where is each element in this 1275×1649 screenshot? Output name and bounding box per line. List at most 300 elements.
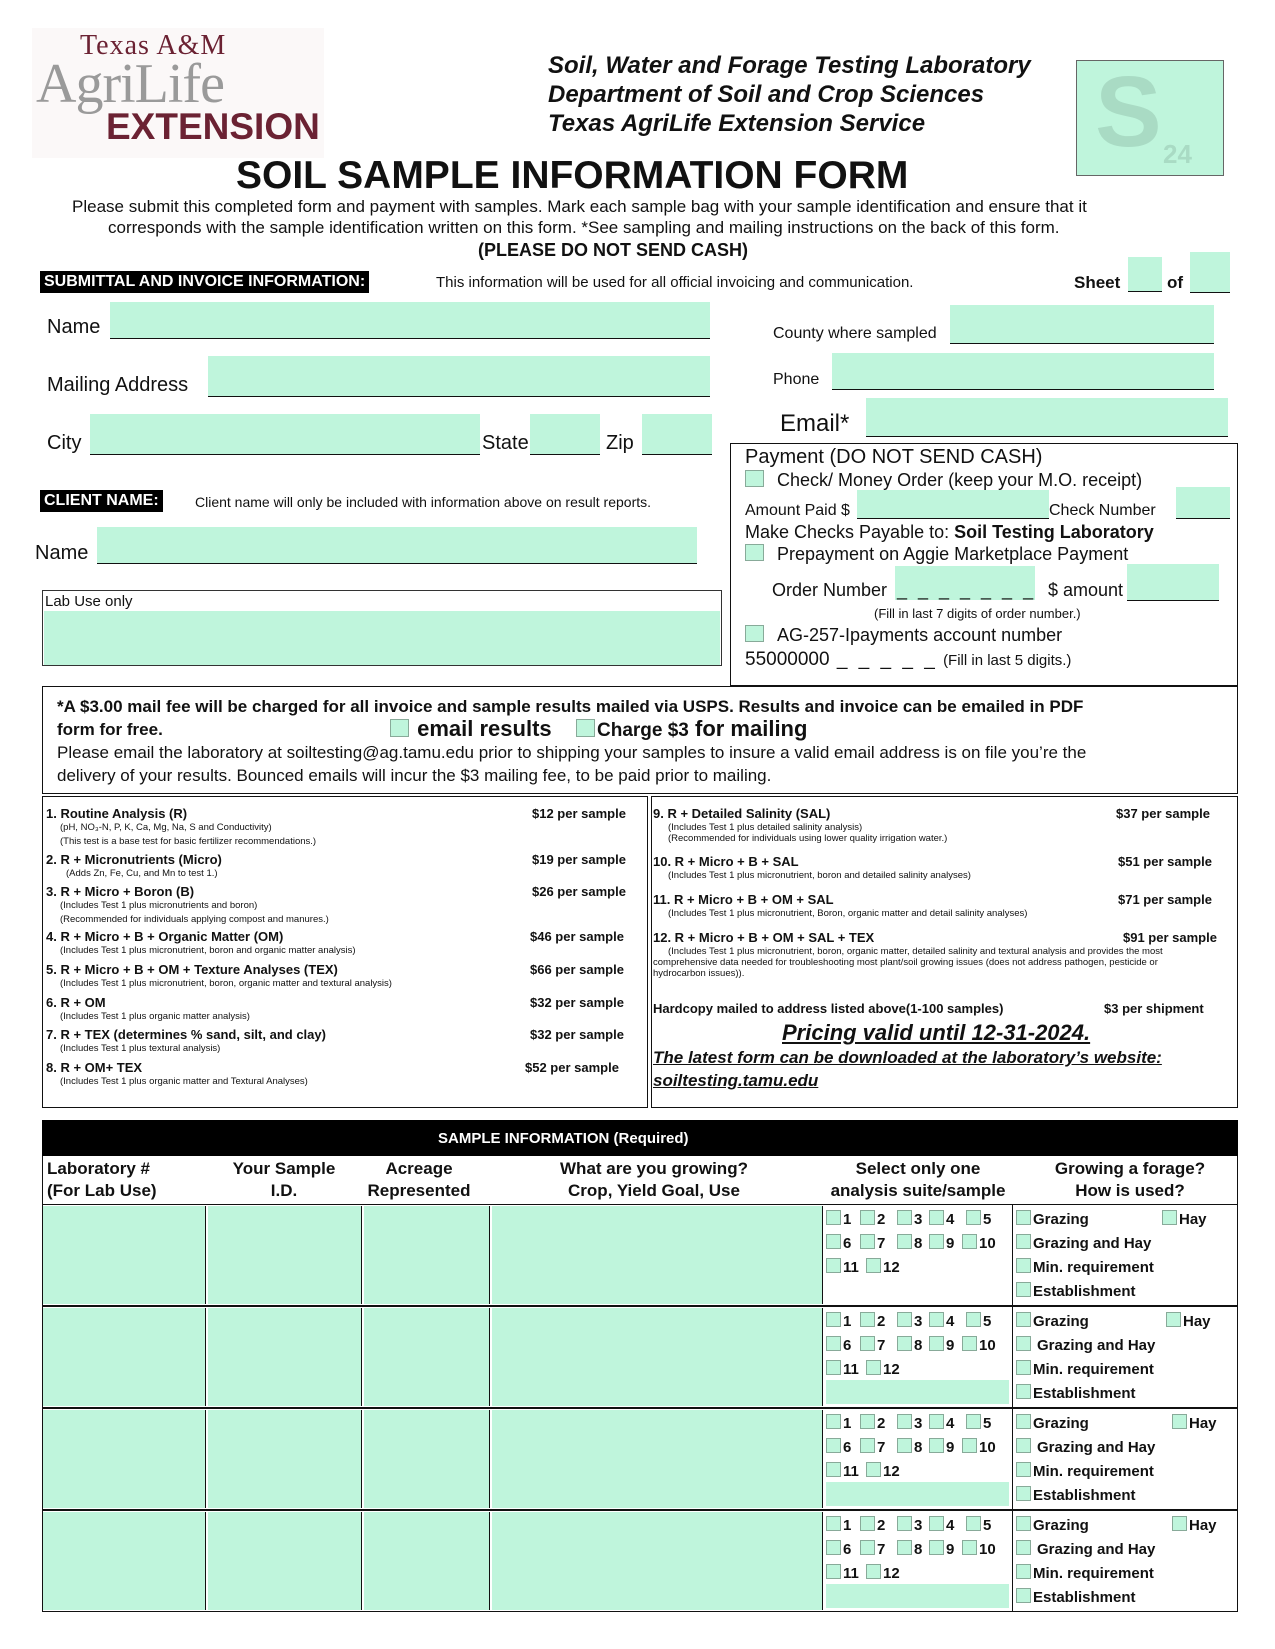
city-input[interactable] bbox=[90, 414, 480, 455]
suite-checkbox[interactable] bbox=[860, 1336, 875, 1351]
suite-option[interactable] bbox=[962, 1438, 996, 1456]
prepay-option bbox=[745, 544, 1128, 565]
suite-option[interactable] bbox=[962, 1234, 996, 1252]
badge-letter: S bbox=[1095, 56, 1162, 168]
forage-min-requirement-checkbox[interactable] bbox=[1016, 1360, 1031, 1375]
suite-option[interactable] bbox=[929, 1336, 954, 1354]
email-input[interactable] bbox=[866, 398, 1228, 437]
test-price: $52 per sample bbox=[525, 1060, 619, 1075]
suite-option-label: 12 bbox=[883, 1259, 900, 1276]
forage-grazing-and-hay-checkbox[interactable] bbox=[1016, 1336, 1031, 1351]
col-suite-header bbox=[820, 1158, 1016, 1202]
suite-checkbox[interactable] bbox=[897, 1414, 912, 1429]
suite-option-label: 8 bbox=[914, 1337, 923, 1354]
test-note: (Includes Test 1 plus micronutrient, boron and detailed salinity analyses) bbox=[668, 870, 971, 881]
suite-option-label: 1 bbox=[843, 1313, 852, 1330]
no-cash-notice: (PLEASE DO NOT SEND CASH) bbox=[478, 240, 749, 260]
suite-checkbox[interactable] bbox=[860, 1414, 875, 1429]
forage-hay[interactable] bbox=[1166, 1312, 1211, 1330]
acreage-cell[interactable] bbox=[364, 1410, 490, 1508]
test-price: $46 per sample bbox=[530, 929, 624, 944]
suite-checkbox[interactable] bbox=[860, 1438, 875, 1453]
forage-hay[interactable] bbox=[1162, 1210, 1207, 1228]
suite-checkbox[interactable] bbox=[897, 1438, 912, 1453]
growing-cell[interactable] bbox=[492, 1512, 823, 1610]
ag-payments-checkbox[interactable] bbox=[745, 625, 764, 642]
suite-checkbox[interactable] bbox=[897, 1234, 912, 1249]
suite-option[interactable] bbox=[929, 1234, 954, 1252]
suite-option[interactable] bbox=[966, 1312, 991, 1330]
col-lab-number-header bbox=[47, 1158, 157, 1202]
forage-min-requirement[interactable] bbox=[1016, 1564, 1154, 1582]
department: Department of Soil and Crop Sciences bbox=[548, 81, 985, 108]
forage-grazing-and-hay[interactable] bbox=[1016, 1336, 1155, 1354]
sample-id-cell[interactable] bbox=[208, 1512, 362, 1610]
suite-checkbox[interactable] bbox=[897, 1210, 912, 1225]
test-note: (pH, NO₃-N, P, K, Ca, Mg, Na, S and Conductivity) bbox=[60, 822, 272, 833]
logo-line3: EXTENSION bbox=[106, 106, 320, 147]
lab-number-cell bbox=[43, 1410, 206, 1508]
suite-option[interactable] bbox=[866, 1360, 900, 1378]
suite-option-label: 4 bbox=[946, 1313, 955, 1330]
suite-checkbox[interactable] bbox=[826, 1210, 841, 1225]
suite-option-label: 9 bbox=[946, 1541, 955, 1558]
sheet-total-input[interactable] bbox=[1190, 252, 1230, 293]
forage-hay-checkbox[interactable] bbox=[1172, 1414, 1187, 1429]
amount-paid-input[interactable] bbox=[857, 490, 1049, 519]
account-line bbox=[745, 649, 1071, 671]
acreage-cell[interactable] bbox=[364, 1206, 490, 1304]
test-price: $32 per sample bbox=[530, 1027, 624, 1042]
forage-grazing-label: Grazing bbox=[1033, 1517, 1089, 1534]
suite-option[interactable] bbox=[897, 1210, 922, 1228]
sample-id-cell[interactable] bbox=[208, 1410, 362, 1508]
col-sample-id-line1: Your Sample bbox=[232, 1159, 336, 1178]
forage-grazing-label: Grazing bbox=[1033, 1415, 1089, 1432]
state-input[interactable] bbox=[530, 414, 600, 455]
suite-checkbox[interactable] bbox=[860, 1312, 875, 1327]
suite-checkbox[interactable] bbox=[826, 1462, 841, 1477]
form-title: SOIL SAMPLE INFORMATION FORM bbox=[236, 154, 909, 197]
suite-option-label: 3 bbox=[914, 1415, 923, 1432]
suite-checkbox[interactable] bbox=[826, 1336, 841, 1351]
prepay-checkbox[interactable] bbox=[745, 544, 764, 561]
suite-option-label: 3 bbox=[914, 1517, 923, 1534]
suite-checkbox[interactable] bbox=[962, 1438, 977, 1453]
website-link[interactable]: soiltesting.tamu.edu bbox=[653, 1071, 819, 1090]
forage-hay-checkbox[interactable] bbox=[1162, 1210, 1177, 1225]
payment-title: Payment (DO NOT SEND CASH) bbox=[745, 446, 1043, 468]
test-name: 11. R + Micro + B + OM + SAL bbox=[653, 892, 834, 907]
suite-checkbox[interactable] bbox=[866, 1462, 881, 1477]
suite-checkbox[interactable] bbox=[826, 1234, 841, 1249]
check-option-label: Check/ Money Order (keep your M.O. receipt) bbox=[777, 470, 1143, 490]
suite-checkbox[interactable] bbox=[962, 1336, 977, 1351]
state-label: State bbox=[482, 432, 529, 454]
sheet-label: Sheet bbox=[1074, 273, 1121, 292]
suite-option[interactable] bbox=[966, 1516, 991, 1534]
suite-option[interactable] bbox=[826, 1438, 851, 1456]
forage-grazing-label: Grazing bbox=[1033, 1211, 1089, 1228]
test-note: (This test is a base test for basic fertilizer recommendations.) bbox=[60, 836, 317, 847]
city-label: City bbox=[47, 432, 82, 454]
check-number-input[interactable] bbox=[1176, 487, 1230, 519]
col-growing-header bbox=[500, 1158, 808, 1202]
suite-option[interactable] bbox=[860, 1234, 885, 1252]
suite-option[interactable] bbox=[826, 1336, 851, 1354]
test-name: 5. R + Micro + B + OM + Texture Analyses (TEX) bbox=[46, 962, 338, 977]
suite-checkbox[interactable] bbox=[826, 1258, 841, 1273]
suite-checkbox[interactable] bbox=[860, 1540, 875, 1555]
forage-hay[interactable] bbox=[1172, 1414, 1217, 1432]
suite-checkbox[interactable] bbox=[897, 1516, 912, 1531]
forage-hay-label: Hay bbox=[1183, 1313, 1211, 1330]
suite-checkbox[interactable] bbox=[826, 1438, 841, 1453]
growing-cell[interactable] bbox=[492, 1206, 823, 1304]
suite-checkbox[interactable] bbox=[860, 1516, 875, 1531]
ag-option-label: AG-257-Ipayments account number bbox=[777, 625, 1063, 645]
suite-option[interactable] bbox=[826, 1462, 859, 1480]
suite-checkbox[interactable] bbox=[929, 1234, 944, 1249]
suite-checkbox[interactable] bbox=[897, 1312, 912, 1327]
forage-establishment[interactable] bbox=[1016, 1282, 1136, 1300]
suite-checkbox[interactable] bbox=[897, 1336, 912, 1351]
name-label: Name bbox=[47, 316, 101, 338]
sample-table-title: SAMPLE INFORMATION (Required) bbox=[438, 1130, 689, 1147]
suite-checkbox[interactable] bbox=[929, 1336, 944, 1351]
suite-option-label: 6 bbox=[843, 1439, 852, 1456]
client-name-input[interactable] bbox=[97, 527, 697, 564]
forage-min-requirement-checkbox[interactable] bbox=[1016, 1462, 1031, 1477]
suite-extra-field bbox=[826, 1380, 1009, 1404]
lab-use-field bbox=[44, 611, 720, 665]
test-price: $26 per sample bbox=[532, 884, 626, 899]
sample-id-cell[interactable] bbox=[208, 1308, 362, 1406]
suite-option-label: 7 bbox=[877, 1439, 886, 1456]
suite-option-label: 8 bbox=[914, 1439, 923, 1456]
suite-option-label: 12 bbox=[883, 1361, 900, 1378]
forage-grazing-and-hay-checkbox[interactable] bbox=[1016, 1234, 1031, 1249]
suite-option[interactable] bbox=[897, 1540, 922, 1558]
check-option-checkbox[interactable] bbox=[745, 470, 764, 487]
suite-option[interactable] bbox=[897, 1336, 922, 1354]
suite-checkbox[interactable] bbox=[866, 1360, 881, 1375]
forage-grazing-and-hay-checkbox[interactable] bbox=[1016, 1438, 1031, 1453]
suite-option[interactable] bbox=[860, 1438, 885, 1456]
suite-checkbox[interactable] bbox=[929, 1210, 944, 1225]
intro-line1: Please submit this completed form and payment with samples. Mark each sample bag with your sample identification and ensure that it bbox=[72, 197, 1087, 216]
suite-option[interactable] bbox=[962, 1336, 996, 1354]
suite-option[interactable] bbox=[897, 1234, 922, 1252]
suite-option[interactable] bbox=[966, 1414, 991, 1432]
forage-hay-checkbox[interactable] bbox=[1172, 1516, 1187, 1531]
suite-option[interactable] bbox=[866, 1258, 900, 1276]
payable-line bbox=[745, 522, 1154, 543]
order-number-blanks: _ _ _ _ _ _ _ bbox=[897, 580, 1037, 600]
suite-checkbox[interactable] bbox=[826, 1516, 841, 1531]
badge-number: 24 bbox=[1163, 139, 1192, 169]
forage-grazing[interactable] bbox=[1016, 1516, 1089, 1534]
suite-option[interactable] bbox=[826, 1210, 851, 1228]
test-name: 10. R + Micro + B + SAL bbox=[653, 854, 799, 869]
suite-checkbox[interactable] bbox=[929, 1414, 944, 1429]
forage-min-requirement-label: Min. requirement bbox=[1033, 1463, 1154, 1480]
suite-option-label: 9 bbox=[946, 1235, 955, 1252]
test-name: 6. R + OM bbox=[46, 995, 106, 1010]
suite-checkbox[interactable] bbox=[929, 1516, 944, 1531]
agrilife-logo bbox=[32, 28, 324, 158]
lab-use-label: Lab Use only bbox=[45, 593, 133, 610]
forage-grazing[interactable] bbox=[1016, 1414, 1089, 1432]
suite-checkbox[interactable] bbox=[929, 1438, 944, 1453]
suite-option[interactable] bbox=[860, 1210, 885, 1228]
forage-min-requirement[interactable] bbox=[1016, 1462, 1154, 1480]
mailing-address-input[interactable] bbox=[208, 356, 710, 397]
amount-label: $ amount bbox=[1048, 580, 1124, 600]
suite-option-label: 5 bbox=[983, 1415, 992, 1432]
suite-option-label: 5 bbox=[983, 1517, 992, 1534]
suite-option-label: 3 bbox=[914, 1211, 923, 1228]
suite-option-label: 2 bbox=[877, 1313, 886, 1330]
forage-hay-checkbox[interactable] bbox=[1166, 1312, 1181, 1327]
suite-option[interactable] bbox=[860, 1336, 885, 1354]
check-number-label: Check Number bbox=[1049, 502, 1156, 519]
suite-option[interactable] bbox=[929, 1540, 954, 1558]
suite-checkbox[interactable] bbox=[826, 1360, 841, 1375]
suite-checkbox[interactable] bbox=[966, 1210, 981, 1225]
col-forage-header bbox=[1030, 1158, 1230, 1202]
suite-checkbox[interactable] bbox=[966, 1312, 981, 1327]
mail-notice-line4: delivery of your results. Bounced emails will incur the $3 mailing fee, to be paid prior to mailing. bbox=[57, 766, 772, 785]
hardcopy-price: $3 per shipment bbox=[1104, 1001, 1204, 1016]
suite-checkbox[interactable] bbox=[826, 1540, 841, 1555]
acreage-cell[interactable] bbox=[364, 1308, 490, 1406]
acreage-cell[interactable] bbox=[364, 1512, 490, 1610]
forage-establishment[interactable] bbox=[1016, 1588, 1136, 1606]
suite-option[interactable] bbox=[826, 1312, 851, 1330]
suite-option-label: 5 bbox=[983, 1313, 992, 1330]
test-note: (Recommended for individuals using lower quality irrigation water.) bbox=[668, 833, 948, 844]
suite-checkbox[interactable] bbox=[962, 1234, 977, 1249]
suite-option[interactable] bbox=[826, 1234, 851, 1252]
suite-option[interactable] bbox=[826, 1516, 851, 1534]
suite-option[interactable] bbox=[929, 1438, 954, 1456]
test-note: (Adds Zn, Fe, Cu, and Mn to test 1.) bbox=[66, 868, 218, 879]
forage-min-requirement[interactable] bbox=[1016, 1360, 1154, 1378]
sample-id-cell[interactable] bbox=[208, 1206, 362, 1304]
suite-option-label: 11 bbox=[843, 1361, 859, 1378]
test-name: 1. Routine Analysis (R) bbox=[46, 806, 188, 821]
suite-option-label: 10 bbox=[979, 1541, 996, 1558]
suite-option[interactable] bbox=[866, 1462, 900, 1480]
forage-establishment-label: Establishment bbox=[1033, 1487, 1136, 1504]
test-note: comprehensive data needed for troubleshooting most plant/soil growing issues (does not address pathogen, pesticide or bbox=[653, 957, 1158, 968]
test-name: 4. R + Micro + B + Organic Matter (OM) bbox=[46, 929, 284, 944]
account-note: (Fill in last 5 digits.) bbox=[943, 652, 1072, 669]
forage-hay[interactable] bbox=[1172, 1516, 1217, 1534]
suite-option[interactable] bbox=[860, 1312, 885, 1330]
suite-option[interactable] bbox=[826, 1258, 859, 1276]
forage-grazing-checkbox[interactable] bbox=[1016, 1516, 1031, 1531]
growing-cell[interactable] bbox=[492, 1308, 823, 1406]
suite-checkbox[interactable] bbox=[860, 1234, 875, 1249]
suite-extra-field bbox=[826, 1482, 1009, 1506]
forage-establishment-checkbox[interactable] bbox=[1016, 1282, 1031, 1297]
forage-grazing-and-hay-checkbox[interactable] bbox=[1016, 1540, 1031, 1555]
county-input[interactable] bbox=[950, 305, 1214, 344]
suite-option[interactable] bbox=[929, 1414, 954, 1432]
suite-option[interactable] bbox=[866, 1564, 900, 1582]
test-name: 8. R + OM+ TEX bbox=[46, 1060, 143, 1075]
forage-establishment-checkbox[interactable] bbox=[1016, 1486, 1031, 1501]
mail-notice-line3: Please email the laboratory at soiltesting@ag.tamu.edu prior to shipping your samples to insure a valid email address is on file you’re the bbox=[57, 743, 1087, 762]
suite-checkbox[interactable] bbox=[866, 1564, 881, 1579]
suite-checkbox[interactable] bbox=[966, 1516, 981, 1531]
account-blanks: _ _ _ _ _ bbox=[836, 649, 938, 670]
lab-number-cell bbox=[43, 1308, 206, 1406]
suite-option-label: 10 bbox=[979, 1337, 996, 1354]
forage-min-requirement[interactable] bbox=[1016, 1258, 1154, 1276]
suite-option[interactable] bbox=[962, 1540, 996, 1558]
logo-line2: AgriLife bbox=[36, 53, 224, 115]
intro-line2: corresponds with the sample identification written on this form. *See sampling and mailing instructions on the back of this form. bbox=[108, 218, 1060, 237]
suite-option[interactable] bbox=[897, 1312, 922, 1330]
suite-option[interactable] bbox=[897, 1438, 922, 1456]
col-acreage-line2: Represented bbox=[367, 1181, 471, 1200]
suite-option-label: 5 bbox=[983, 1211, 992, 1228]
forage-establishment-checkbox[interactable] bbox=[1016, 1384, 1031, 1399]
suite-checkbox[interactable] bbox=[929, 1312, 944, 1327]
lab-number-cell bbox=[43, 1206, 206, 1304]
suite-checkbox[interactable] bbox=[826, 1564, 841, 1579]
suite-option[interactable] bbox=[826, 1540, 851, 1558]
growing-cell[interactable] bbox=[492, 1410, 823, 1508]
suite-checkbox[interactable] bbox=[826, 1312, 841, 1327]
suite-option[interactable] bbox=[826, 1564, 859, 1582]
suite-checkbox[interactable] bbox=[929, 1540, 944, 1555]
county-label: County where sampled bbox=[773, 325, 937, 342]
col-lab-number-line2: (For Lab Use) bbox=[47, 1181, 157, 1200]
pricing-valid: Pricing valid until 12-31-2024. bbox=[782, 1020, 1091, 1045]
payable-prefix: Make Checks Payable to: bbox=[745, 522, 955, 542]
test-price: $12 per sample bbox=[532, 806, 626, 821]
ag-option bbox=[745, 625, 1062, 646]
order-number-note: (Fill in last 7 digits of order number.) bbox=[874, 606, 1081, 621]
test-note: (Includes Test 1 plus organic matter and Textural Analyses) bbox=[60, 1076, 308, 1087]
test-price: $66 per sample bbox=[530, 962, 624, 977]
suite-checkbox[interactable] bbox=[866, 1258, 881, 1273]
extension-service: Texas AgriLife Extension Service bbox=[548, 110, 926, 137]
phone-input[interactable] bbox=[832, 353, 1214, 390]
suite-option[interactable] bbox=[897, 1516, 922, 1534]
col-suite-line1: Select only one bbox=[855, 1159, 981, 1178]
suite-checkbox[interactable] bbox=[966, 1414, 981, 1429]
test-name: 3. R + Micro + Boron (B) bbox=[46, 884, 195, 899]
test-price: $51 per sample bbox=[1118, 854, 1212, 869]
suite-checkbox[interactable] bbox=[826, 1414, 841, 1429]
logo-line1: Texas A&M bbox=[80, 30, 227, 61]
test-price: $19 per sample bbox=[532, 852, 626, 867]
amount-input[interactable] bbox=[1127, 564, 1219, 601]
forage-grazing[interactable] bbox=[1016, 1312, 1089, 1330]
suite-option[interactable] bbox=[860, 1414, 885, 1432]
col-growing-line1: What are you growing? bbox=[560, 1159, 748, 1178]
email-results-checkbox[interactable] bbox=[390, 719, 409, 737]
of-label: of bbox=[1167, 273, 1184, 292]
forage-establishment-checkbox[interactable] bbox=[1016, 1588, 1031, 1603]
suite-option-label: 7 bbox=[877, 1541, 886, 1558]
test-note: (Includes Test 1 plus textural analysis) bbox=[60, 1043, 221, 1054]
suite-option-label: 2 bbox=[877, 1211, 886, 1228]
test-note: (Includes Test 1 plus micronutrients and boron) bbox=[60, 900, 258, 911]
test-note: hydrocarbon issues)). bbox=[653, 968, 745, 979]
suite-option[interactable] bbox=[860, 1516, 885, 1534]
suite-option[interactable] bbox=[966, 1210, 991, 1228]
sheet-number-input[interactable] bbox=[1128, 257, 1162, 292]
forage-grazing-and-hay[interactable] bbox=[1016, 1438, 1155, 1456]
suite-option[interactable] bbox=[929, 1210, 954, 1228]
prepay-label: Prepayment on Aggie Marketplace Payment bbox=[777, 544, 1129, 564]
suite-checkbox[interactable] bbox=[962, 1540, 977, 1555]
suite-option-label: 6 bbox=[843, 1235, 852, 1252]
suite-checkbox[interactable] bbox=[897, 1540, 912, 1555]
test-note: (Recommended for individuals applying compost and manures.) bbox=[60, 914, 329, 925]
forage-grazing[interactable] bbox=[1016, 1210, 1089, 1228]
forage-hay-label: Hay bbox=[1189, 1415, 1217, 1432]
forage-establishment-label: Establishment bbox=[1033, 1283, 1136, 1300]
test-note: (Includes Test 1 plus micronutrient, Boron, organic matter and detail salinity analyses) bbox=[668, 908, 1028, 919]
phone-label: Phone bbox=[773, 371, 820, 388]
forage-grazing-checkbox[interactable] bbox=[1016, 1210, 1031, 1225]
test-note: (Includes Test 1 plus micronutrient, boron, organic matter, detailed salinity and textural analysis and provides the most bbox=[668, 946, 1163, 957]
suite-option[interactable] bbox=[929, 1516, 954, 1534]
forage-min-requirement-checkbox[interactable] bbox=[1016, 1258, 1031, 1273]
email-results-label: email results bbox=[417, 716, 552, 741]
forage-grazing-checkbox[interactable] bbox=[1016, 1414, 1031, 1429]
suite-option-label: 10 bbox=[979, 1235, 996, 1252]
forage-grazing-and-hay-label: Grazing and Hay bbox=[1033, 1235, 1152, 1252]
charge-mailing-checkbox[interactable] bbox=[576, 719, 595, 737]
col-sample-id-header bbox=[214, 1158, 354, 1202]
test-note: (Includes Test 1 plus organic matter analysis) bbox=[60, 1011, 250, 1022]
suite-option-label: 12 bbox=[883, 1463, 900, 1480]
zip-label: Zip bbox=[606, 432, 634, 454]
suite-option-label: 4 bbox=[946, 1517, 955, 1534]
suite-option[interactable] bbox=[826, 1360, 859, 1378]
suite-option[interactable] bbox=[860, 1540, 885, 1558]
forage-grazing-and-hay-label: Grazing and Hay bbox=[1037, 1337, 1156, 1354]
amount-paid-label: Amount Paid $ bbox=[745, 502, 850, 519]
forage-grazing-and-hay[interactable] bbox=[1016, 1540, 1155, 1558]
forage-establishment[interactable] bbox=[1016, 1486, 1136, 1504]
name-input[interactable] bbox=[110, 302, 710, 339]
suite-option-label: 12 bbox=[883, 1565, 900, 1582]
lab-number-cell bbox=[43, 1512, 206, 1610]
charge-mailing-label: Charge $3 bbox=[597, 720, 689, 741]
suite-option[interactable] bbox=[826, 1414, 851, 1432]
forage-min-requirement-checkbox[interactable] bbox=[1016, 1564, 1031, 1579]
zip-input[interactable] bbox=[642, 414, 712, 455]
suite-option[interactable] bbox=[929, 1312, 954, 1330]
forage-grazing-checkbox[interactable] bbox=[1016, 1312, 1031, 1327]
forage-establishment[interactable] bbox=[1016, 1384, 1136, 1402]
suite-option-label: 11 bbox=[843, 1259, 859, 1276]
col-lab-number-line1: Laboratory # bbox=[47, 1159, 150, 1178]
client-name-note: Client name will only be included with information above on result reports. bbox=[195, 494, 652, 510]
suite-checkbox[interactable] bbox=[860, 1210, 875, 1225]
forage-grazing-and-hay[interactable] bbox=[1016, 1234, 1151, 1252]
suite-option[interactable] bbox=[897, 1414, 922, 1432]
